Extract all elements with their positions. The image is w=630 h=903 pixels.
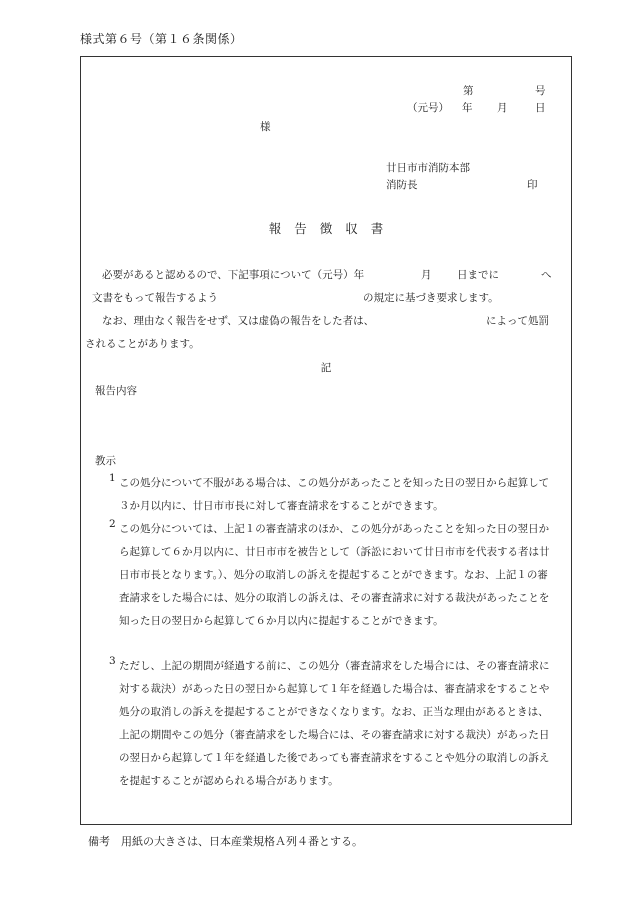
issuer-title: 消防長 <box>386 179 418 191</box>
date-month-label: 月 <box>497 102 508 114</box>
para2-line2-text: されることがあります。 <box>85 338 200 350</box>
para1-line2-text-b: の規定に基づき要求します。 <box>363 292 499 304</box>
para2-line1-text-b: によって処罰 <box>486 315 549 327</box>
kyoji-item-number: 3 <box>109 655 116 667</box>
kyoji-item <box>103 655 558 792</box>
kyoji-item-text: ただし、上記の期間が経過する前に、この処分（審査請求をした場合には、その審査請求に対する裁決）があった日の翌日から起算して１年を経過した場合は、審査請求をすることや処分の取消しの訴えを提起することができなくなります。なお、正当な理由があるときは、上記の期間やこの処分（審査請求をした場合には、その審査請求に対する裁決）があった日の翌日から起算して１年を経過した後であっても審査請求をすることや処分の取消しの訴えを提起することが認められる場合があります。 <box>119 660 550 787</box>
report-content-label: 報告内容 <box>95 385 137 397</box>
kyoji-item-number: 2 <box>109 518 116 530</box>
document-number-suffix: 号 <box>535 85 546 97</box>
kyoji-heading: 教示 <box>95 455 116 467</box>
ki-heading: 記 <box>320 362 332 374</box>
kyoji-item <box>103 518 558 633</box>
form-number: 様式第６号（第１６条関係） <box>80 32 243 46</box>
addressee-honorific: 様 <box>260 121 271 133</box>
document-number-prefix: 第 <box>463 85 474 97</box>
para2-line1-text: なお、理由なく報告をせず、又は虚偽の報告をした者は、 <box>102 315 375 327</box>
para1-line1-month: 月 <box>421 269 432 281</box>
kyoji-item-text: この処分については、上記１の審査請求のほか、この処分があったことを知った日の翌日から起算して６か月以内に、廿日市市を被告として（訴訟において廿日市市を代表する者は廿日市市長となります。）、処分の取消しの訴えを提起することができます。なお、上記１の審査請求をした場合には、処分の取消しの訴えは、その審査請求に対する裁決があったことを知った日の翌日から起算して６か月以内に提起することができます。 <box>119 523 550 627</box>
para1-line1-text: 必要があると認めるので、下記事項について（元号）年 <box>102 269 365 281</box>
date-era: （元号） <box>407 102 449 114</box>
issuer-organization: 廿日市市消防本部 <box>386 162 470 174</box>
para1-line1-to: へ <box>541 269 552 281</box>
para1-line1-day: 日までに <box>457 269 499 281</box>
seal-mark: 印 <box>527 179 538 191</box>
date-year-label: 年 <box>462 102 473 114</box>
document-title: 報告徴収書 <box>268 221 397 236</box>
form-frame <box>80 56 572 825</box>
footnote: 備考 用紙の大きさは、日本産業規格Ａ列４番とする。 <box>88 835 363 848</box>
para1-line2-text: 文書をもって報告するよう <box>92 292 218 304</box>
kyoji-item-text: この処分について不服がある場合は、この処分があったことを知った日の翌日から起算して３か月以内に、廿日市市長に対して審査請求をすることができます。 <box>119 477 550 512</box>
kyoji-item <box>103 472 558 518</box>
date-day-label: 日 <box>535 102 546 114</box>
kyoji-item-number: 1 <box>109 472 116 484</box>
